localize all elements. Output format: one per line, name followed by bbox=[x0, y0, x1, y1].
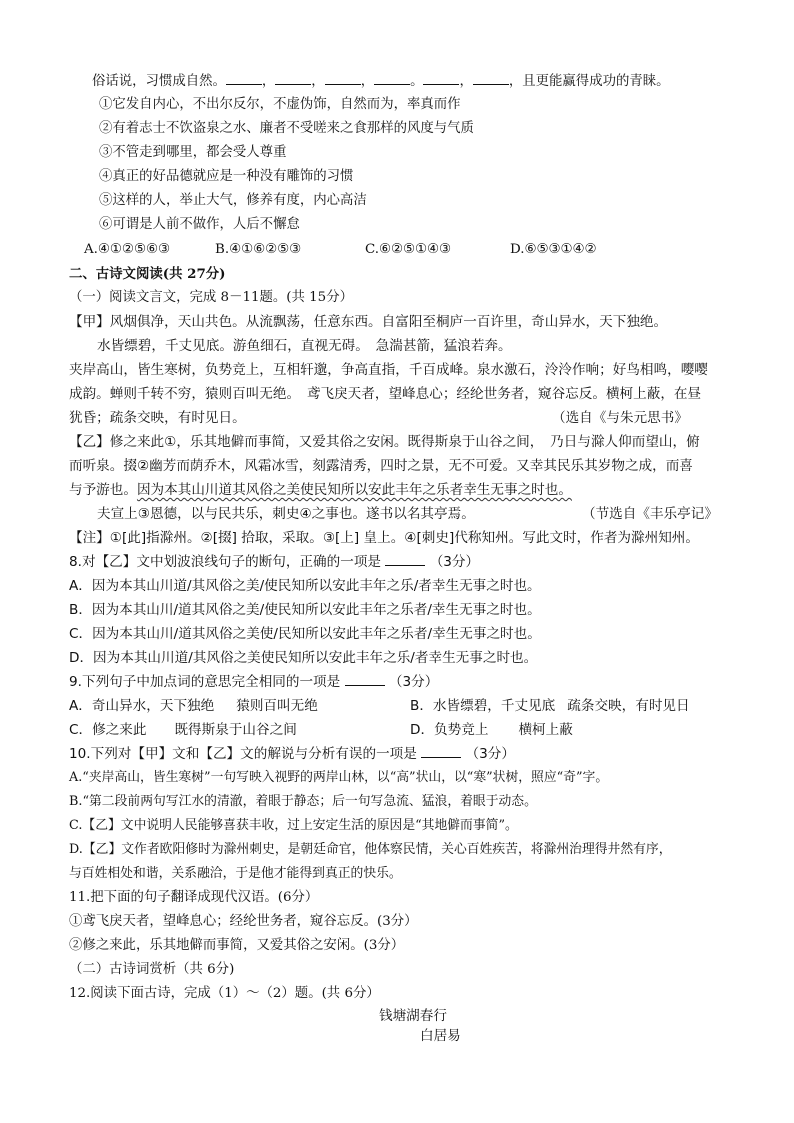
q9-a-part-2: 猿则百叫无绝 bbox=[236, 698, 318, 714]
section-2-title: 二、古诗文阅读(共 27分) bbox=[69, 266, 226, 282]
intro-end: 且更能赢得成功的青睐。 bbox=[522, 74, 670, 89]
q9-score: （3分） bbox=[388, 674, 439, 690]
q10-option-c[interactable]: C.【乙】文中说明人民能够喜获丰收，过上安定生活的原因是“其地僻而事简”。 bbox=[69, 818, 518, 833]
answer-blank-3[interactable] bbox=[325, 72, 361, 85]
q9-b-part-1: B．水皆缥碧，千丈见底 bbox=[410, 698, 556, 714]
q9-d-part-1: D．负势竞上 bbox=[410, 722, 489, 738]
jia-paragraph-3-line-1: 夹岸高山，皆生寒树，负势竞上，互相轩邈，争高直指，千百成峰。泉水激石，泠泠作响；好鸟相鸣，嘤嘤 bbox=[69, 362, 708, 378]
q9-d-part-2: 横柯上蔽 bbox=[518, 722, 573, 738]
q10-score: （3分） bbox=[465, 746, 515, 762]
sentence-4: ④真正的好品德就应是一种没有雕饰的习惯 bbox=[99, 169, 354, 184]
q9-option-b[interactable] bbox=[410, 697, 690, 715]
yi-paragraph-1-line-3 bbox=[69, 481, 572, 499]
punct: ， bbox=[459, 74, 473, 89]
q8-option-d[interactable]: D．因为本其山川道/其风俗之美使民知所以安此丰年之乐/者幸生无事之时也。 bbox=[69, 650, 538, 666]
jia-paragraph-1: 【甲】风烟俱净，天山共色。从流飘荡，任意东西。自富阳至桐庐一百许里，奇山异水，天下独绝。 bbox=[69, 314, 668, 330]
q9-option-d[interactable] bbox=[410, 721, 573, 739]
q7-option-c[interactable]: C.⑥②⑤①④③ bbox=[365, 242, 452, 257]
sentence-2: ②有着志士不饮盗泉之水、廉者不受嗟来之食那样的风度与气质 bbox=[99, 121, 474, 136]
q12-stem: 12.阅读下面古诗，完成（1）～（2）题。(共 6分） bbox=[69, 986, 380, 1001]
yi-paragraph-1-line-2: 而听泉。掇②幽芳而荫乔木，风霜冰雪，刻露清秀，四时之景，无不可爱。又幸其民乐其岁物之成，而喜 bbox=[69, 458, 693, 474]
punct: ， bbox=[360, 74, 375, 89]
q7-option-d[interactable]: D.⑥⑤③①④② bbox=[510, 242, 597, 257]
q9-option-a[interactable] bbox=[69, 697, 318, 715]
q8-option-a[interactable]: A．因为本其山川道/其风俗之美/使民知所以安此丰年之乐/者幸生无事之时也。 bbox=[69, 578, 541, 594]
q10-option-d-line-2: 与百姓相处和谐，关系融洽，于是他才能得到真正的快乐。 bbox=[69, 866, 402, 881]
q8-score: （3分） bbox=[429, 554, 480, 570]
q9-c-part-1: C．修之来此 bbox=[69, 722, 147, 738]
poem-author: 白居易 bbox=[420, 1028, 461, 1044]
punct: ， bbox=[311, 74, 325, 89]
intro-line bbox=[92, 72, 670, 91]
yi-paragraph-2: 夫宣上③恩德，以与民共乐，刺史④之事也。遂书以名其亭焉。 bbox=[97, 506, 475, 522]
q10-option-a[interactable]: A.“夹岸高山，皆生寒树”一句写映入视野的两岸山林，以“高”状山，以“寒”状树，照应“奇”字。 bbox=[69, 770, 609, 785]
punct: ， bbox=[261, 74, 276, 89]
q8-option-c[interactable]: C．因为本其山川/道其风俗之美使/民知所以安此丰年之乐者/幸生无事之时也。 bbox=[69, 626, 541, 642]
yi-text: 与予游也。 bbox=[69, 482, 137, 498]
wavy-underlined-sentence: 因为本其山川道其风俗之美使民知所以安此丰年之乐者幸生无事之时也。 bbox=[136, 482, 572, 498]
subsection-2-title: （二）古诗词赏析（共 6分) bbox=[69, 962, 235, 977]
sentence-6: ⑥可谓是人前不做作，人后不懈怠 bbox=[99, 217, 300, 232]
q9-answer-blank[interactable] bbox=[345, 673, 385, 686]
sentence-3: ③不管走到哪里，都会受人尊重 bbox=[99, 145, 287, 160]
jia-source: （选自《与朱元思书》 bbox=[552, 410, 688, 426]
q11-sentence-1: ①鸢飞戾天者，望峰息心；经纶世务者，窥谷忘反。(3分） bbox=[69, 914, 418, 929]
poem-title: 钱塘湖春行 bbox=[379, 1008, 447, 1024]
yi-source: （节选自《丰乐亭记》 bbox=[582, 506, 718, 522]
punct: 。 bbox=[410, 74, 424, 89]
q10-stem bbox=[69, 745, 515, 763]
answer-blank-4[interactable] bbox=[374, 72, 410, 85]
q10-stem-text: 10.下列对【甲】文和【乙】文的解说与分析有误的一项是 bbox=[69, 746, 417, 762]
sentence-1: ①它发自内心，不出尔反尔，不虚伪饰，自然而为，率真而作 bbox=[99, 97, 461, 112]
sentence-5: ⑤这样的人，举止大气，修养有度，内心高洁 bbox=[99, 193, 367, 208]
q9-b-part-2: 疏条交映，有时见日 bbox=[567, 698, 690, 714]
jia-paragraph-3-line-2: 成韵。蝉则千转不穷，猿则百叫无绝。 鸢飞戾天者，望峰息心；经纶世务者，窥谷忘反。横柯上蔽，在昼 bbox=[69, 386, 702, 402]
annotation-note: 【注】①[此]指滁州。②[掇] 拾取，采取。③[上] 皇上。④[刺史]代称知州。写此文时，作者为滁州知州。 bbox=[69, 530, 699, 546]
q8-stem bbox=[69, 553, 479, 571]
answer-blank-6[interactable] bbox=[473, 72, 509, 85]
yi-paragraph-1-line-1: 【乙】修之来此①，乐其地僻而事简，又爱其俗之安闲。既得斯泉于山谷之间， 乃日与滁人仰而望山，俯 bbox=[69, 434, 700, 450]
q9-a-part-1: A．奇山异水，天下独绝 bbox=[69, 698, 215, 714]
q10-option-d-line-1[interactable]: D.【乙】文作者欧阳修时为滁州刺史，是朝廷命官，他体察民情，关心百姓疾苦，将滁州治理得井然有序， bbox=[69, 842, 672, 857]
q9-option-c[interactable] bbox=[69, 721, 297, 739]
jia-paragraph-3-line-3: 犹昏；疏条交映，有时见日。 bbox=[69, 410, 246, 426]
punct: ， bbox=[508, 74, 523, 89]
q9-stem-text: 9.下列句子中加点词的意思完全相同的一项是 bbox=[69, 674, 341, 690]
answer-blank-5[interactable] bbox=[423, 72, 459, 85]
jia-paragraph-2: 水皆缥碧，千丈见底。游鱼细石，直视无碍。 急湍甚箭，猛浪若奔。 bbox=[97, 338, 512, 354]
answer-blank-2[interactable] bbox=[275, 72, 311, 85]
q7-option-a[interactable]: A.④①②⑤⑥③ bbox=[84, 242, 170, 257]
q9-c-part-2: 既得斯泉于山谷之间 bbox=[174, 722, 297, 738]
answer-blank-1[interactable] bbox=[226, 72, 262, 85]
q11-stem: 11.把下面的句子翻译成现代汉语。(6分） bbox=[69, 890, 319, 905]
q8-answer-blank[interactable] bbox=[385, 553, 425, 566]
intro-start: 俗话说，习惯成自然。 bbox=[92, 74, 226, 89]
q10-option-b[interactable]: B.“第二段前两句写江水的清澈，着眼于静态；后一句写急流、猛浪，着眼于动态。 bbox=[69, 794, 537, 809]
q11-sentence-2: ②修之来此，乐其地僻而事简，又爱其俗之安闲。(3分） bbox=[69, 938, 405, 953]
q7-option-b[interactable]: B.④①⑥②⑤③ bbox=[215, 242, 302, 257]
subsection-1-title: （一）阅读文言文，完成 8－11题。(共 15分） bbox=[69, 290, 353, 305]
q8-stem-text: 8.对【乙】文中划波浪线句子的断句，正确的一项是 bbox=[69, 554, 382, 570]
q9-stem bbox=[69, 673, 438, 691]
q8-option-b[interactable]: B．因为本其山川/道其风俗之美/使民知所以安此丰年之乐者/幸生无事之时也。 bbox=[69, 602, 541, 618]
q10-answer-blank[interactable] bbox=[421, 745, 461, 758]
